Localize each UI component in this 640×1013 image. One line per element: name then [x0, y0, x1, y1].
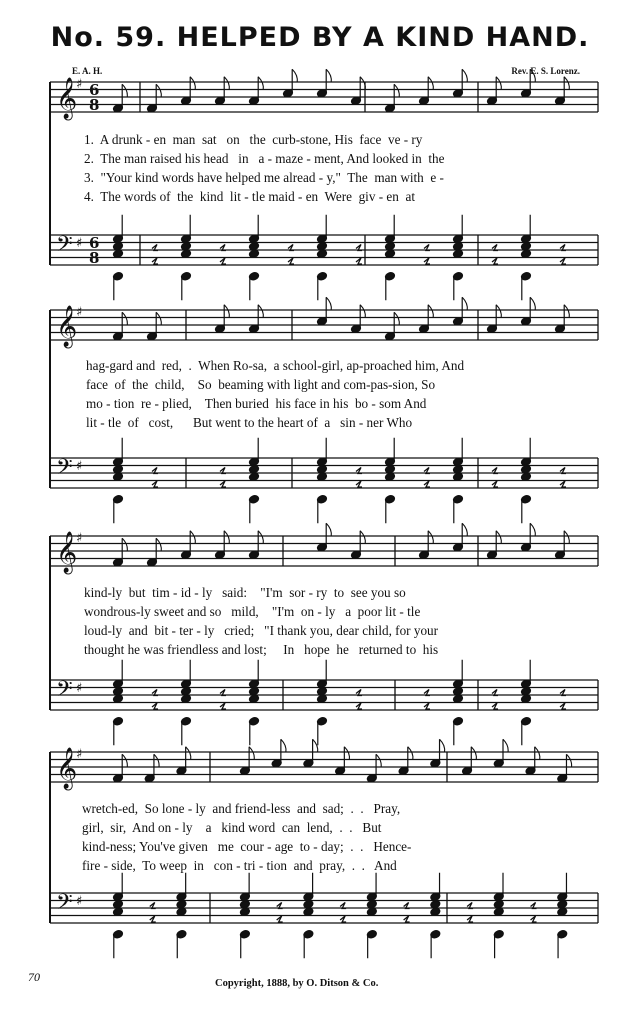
- eighth-rest: [152, 703, 158, 709]
- eighth-rest: [560, 481, 566, 487]
- lyric-line: wretch-ed, So lone - ly and friend-less and sad; . . Pray,: [82, 801, 401, 816]
- bass-clef-icon: 𝄢: [56, 232, 73, 262]
- eighth-rest: [356, 258, 362, 264]
- treble-clef-icon: 𝄞: [56, 78, 78, 119]
- lyric-line: 4. The words of the kind lit - tle maid - en Were giv - en at: [84, 189, 415, 204]
- page-number: 70: [28, 970, 40, 984]
- lyrics-block-2: [86, 358, 606, 438]
- lyric-line: girl, sir, And on - ly a kind word can lend, . . But: [82, 820, 382, 835]
- lyrics-block-4: [82, 801, 602, 881]
- note-flag: [530, 297, 535, 310]
- bass-clef-icon: 𝄢: [56, 890, 73, 920]
- sharp-icon: ♯: [76, 894, 83, 909]
- lyrics-block-1: [84, 132, 604, 212]
- lyric-line: kind-ness; You've given me cour - age to - day; . . Hence-: [82, 839, 412, 854]
- lyric-line: hag-gard and red, . When Ro-sa, a school-girl, ap-proached him, And: [86, 358, 465, 373]
- note-flag: [408, 747, 413, 760]
- eighth-rest: [404, 916, 410, 922]
- hymn-title: No. 59. HELPED BY A KIND HAND.: [50, 22, 590, 53]
- note-flag: [258, 305, 263, 318]
- bass-clef-icon: 𝄢: [56, 455, 73, 485]
- sharp-icon: ♯: [76, 236, 83, 251]
- note-flag: [156, 84, 161, 97]
- note-flag: [440, 739, 445, 752]
- eighth-rest: [560, 703, 566, 709]
- note-flag: [564, 305, 569, 318]
- lyric-line: mo - tion re - plied, Then buried his face in his bo - som And: [86, 396, 427, 411]
- eighth-rest: [467, 916, 473, 922]
- eighth-rest: [220, 481, 226, 487]
- note-flag: [360, 305, 365, 318]
- note-flag: [428, 77, 433, 90]
- note-flag: [156, 538, 161, 551]
- eighth-rest: [152, 258, 158, 264]
- eighth-rest: [277, 916, 283, 922]
- eighth-rest: [424, 258, 430, 264]
- eighth-rest: [220, 703, 226, 709]
- note-flag: [122, 538, 127, 551]
- note-flag: [503, 739, 508, 752]
- note-flag: [394, 312, 399, 325]
- copyright-notice: Copyright, 1888, by O. Ditson & Co.: [215, 978, 379, 989]
- lyric-line: lit - tle of cost, But went to the heart of a sin - ner Who: [86, 415, 413, 430]
- composer-credit: Rev. E. S. Lorenz.: [511, 66, 580, 76]
- time-signature: 8: [89, 249, 100, 267]
- note-flag: [186, 747, 191, 760]
- note-flag: [249, 747, 254, 760]
- lyric-line: thought he was friendless and lost; In hope he returned to his: [84, 642, 439, 657]
- note-flag: [564, 531, 569, 544]
- note-flag: [496, 305, 501, 318]
- note-flag: [394, 84, 399, 97]
- eighth-rest: [356, 481, 362, 487]
- note-flag: [190, 531, 195, 544]
- note-flag: [496, 531, 501, 544]
- note-flag: [462, 297, 467, 310]
- sharp-icon: ♯: [76, 531, 83, 546]
- note-flag: [360, 531, 365, 544]
- note-flag: [530, 69, 535, 82]
- sharp-icon: ♯: [76, 681, 83, 696]
- note-flag: [122, 84, 127, 97]
- lyricist-credit: E. A. H.: [72, 66, 103, 76]
- lyric-line: fire - side, To weep in con - tri - tion and pray, . . And: [82, 858, 397, 873]
- note-flag: [122, 754, 127, 767]
- eighth-rest: [560, 258, 566, 264]
- note-flag: [258, 77, 263, 90]
- note-flag: [313, 739, 318, 752]
- sharp-icon: ♯: [76, 747, 83, 762]
- eighth-rest: [531, 916, 537, 922]
- eighth-rest: [492, 258, 498, 264]
- lyrics-block-3: [84, 585, 604, 665]
- eighth-rest: [424, 481, 430, 487]
- note-flag: [292, 69, 297, 82]
- treble-clef-icon: 𝄞: [56, 748, 78, 789]
- note-flag: [376, 754, 381, 767]
- eighth-rest: [152, 481, 158, 487]
- note-flag: [471, 747, 476, 760]
- lyric-line: 2. The man raised his head in a - maze - ment, And looked in the: [84, 151, 445, 166]
- note-flag: [156, 312, 161, 325]
- bass-clef-icon: 𝄢: [56, 677, 73, 707]
- lyric-line: loud-ly and bit - ter - ly cried; "I thank you, dear child, for your: [84, 623, 439, 638]
- note-flag: [535, 747, 540, 760]
- note-flag: [496, 77, 501, 90]
- note-flag: [326, 297, 331, 310]
- note-flag: [566, 754, 571, 767]
- note-flag: [224, 531, 229, 544]
- lyric-line: face of the child, So beaming with light and com-pas-sion, So: [86, 377, 436, 392]
- note-flag: [224, 77, 229, 90]
- eighth-rest: [356, 703, 362, 709]
- lyric-line: 3. "Your kind words have helped me alread - y," The man with e -: [84, 170, 444, 185]
- sharp-icon: ♯: [76, 77, 83, 92]
- eighth-rest: [150, 916, 156, 922]
- sharp-icon: ♯: [76, 305, 83, 320]
- time-signature: 8: [89, 96, 100, 114]
- note-flag: [326, 69, 331, 82]
- note-flag: [224, 305, 229, 318]
- note-flag: [462, 69, 467, 82]
- lyric-line: 1. A drunk - en man sat on the curb-stone, His face ve - ry: [84, 132, 423, 147]
- eighth-rest: [424, 703, 430, 709]
- note-flag: [344, 747, 349, 760]
- note-flag: [122, 312, 127, 325]
- note-flag: [564, 77, 569, 90]
- treble-clef-icon: 𝄞: [56, 532, 78, 573]
- time-signature: 6: [89, 81, 100, 99]
- note-flag: [326, 523, 331, 536]
- note-flag: [190, 77, 195, 90]
- note-flag: [281, 739, 286, 752]
- sharp-icon: ♯: [76, 459, 83, 474]
- note-flag: [530, 523, 535, 536]
- eighth-rest: [340, 916, 346, 922]
- note-flag: [258, 531, 263, 544]
- note-flag: [462, 523, 467, 536]
- time-signature: 6: [89, 234, 100, 252]
- note-flag: [428, 531, 433, 544]
- eighth-rest: [492, 481, 498, 487]
- lyric-line: wondrous-ly sweet and so mild, "I'm on - ly a poor lit - tle: [84, 604, 421, 619]
- note-flag: [428, 305, 433, 318]
- lyric-line: kind-ly but tim - id - ly said: "I'm sor - ry to see you so: [84, 585, 406, 600]
- eighth-rest: [492, 703, 498, 709]
- note-flag: [154, 754, 159, 767]
- treble-clef-icon: 𝄞: [56, 306, 78, 347]
- eighth-rest: [220, 258, 226, 264]
- eighth-rest: [288, 258, 294, 264]
